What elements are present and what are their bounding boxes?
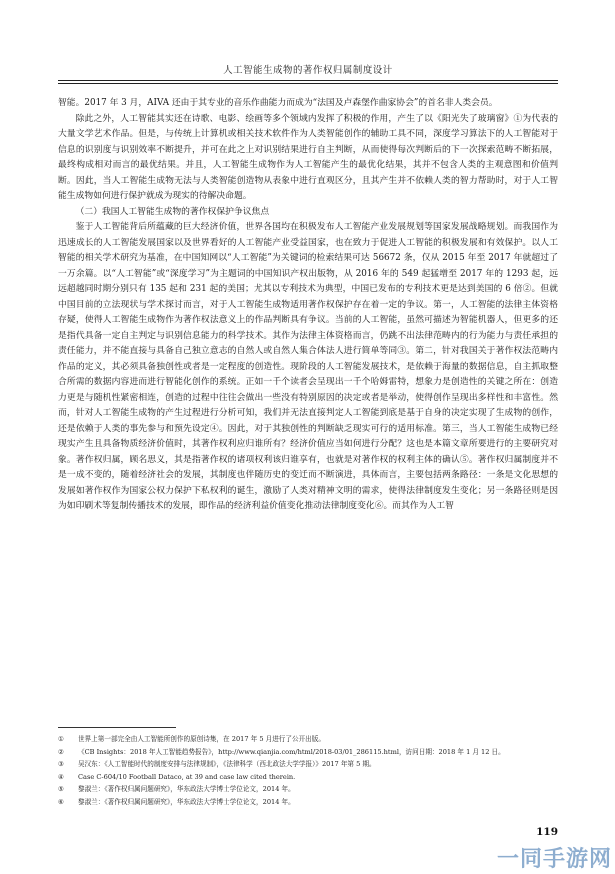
paragraph-continued: 智能。2017 年 3 月，AIVA 还由于其专业的音乐作曲能力而成为“法国及卢森堡作曲家协会”的首名非人类会员。 <box>58 98 498 108</box>
page-number: 119 <box>536 826 558 838</box>
footnote-mark: ③ <box>58 760 64 768</box>
footnote-mark: ① <box>58 735 64 743</box>
footnotes <box>58 733 558 808</box>
section-heading: （二）我国人工智能生成物的著作权保护争议焦点 <box>75 206 270 217</box>
footnote-text: 黎淑兰：《著作权归属问题研究》，华东政法大学博士学位论文，2014 年。 <box>78 785 295 793</box>
paragraph-ai-works: 除此之外，人工智能其实还在诗歌、电影、绘画等多个领域内发挥了积极的作用，产生了以《阳光失了玻璃窗》①为代表的大量文学艺术作品。但是，与传统上计算机或相关技术软件作为人类智能创作的辅助工具不同，深度学习算法下的人工智能对于信息的识别度与识别效率不断提升，并可在此之上对识别结果进行自主判断，从而使得每次判断后的下一次探索范畴不断拓展，最终构成相对而言的最优结果。并且，人工智能生成物作为人工智能产生的最优化结果，其并不包含人类的主观意图和价值判断。因此，当人工智能生成物无法与人类智能创造物从表象中进行直观区分，且其产生并不依赖人类的智力帮助时，对于人工智能生成物如何进行保护就成为现实的待解决命题。 <box>58 113 558 201</box>
footnote-text: 《CB Insights：2018 年人工智能趋势报告》，http://www.qianjia.com/html/2018-03/01_286115.html，访问日期：2018 年 1 月 12 日。 <box>78 747 505 756</box>
footnote-text: Case C-604/10 Football Dataco, at 39 and case law cited therein. <box>78 772 296 781</box>
footnote-mark: ⑥ <box>58 797 64 806</box>
footnote-3 <box>58 758 558 771</box>
main-text <box>58 96 558 515</box>
footnote-rule <box>58 727 176 728</box>
footnote-text: 黎淑兰：《著作权归属问题研究》，华东政法大学博士学位论文，2014 年。 <box>78 797 295 806</box>
footnote-5 <box>58 783 558 796</box>
footnote-6 <box>58 796 558 809</box>
header-rule <box>58 80 558 81</box>
footnote-mark: ⑤ <box>58 785 64 793</box>
footnote-2 <box>58 746 558 759</box>
site-watermark: 一同手游网 <box>496 846 612 872</box>
running-head-title: 人工智能生成物的著作权归属制度设计 <box>223 65 393 76</box>
footnote-text: 世界上第一部完全由人工智能所创作的原创诗集，在 2017 年 5 月进行了公开出版。 <box>78 735 325 743</box>
footnote-mark: ④ <box>58 772 64 781</box>
footnote-4 <box>58 771 558 784</box>
footnote-mark: ② <box>58 747 64 756</box>
paragraph-dispute: 鉴于人工智能背后所蕴藏的巨大经济价值，世界各国均在积极发布人工智能产业发展规划等国家发展战略规划。而我国作为迅速成长的人工智能发展国家以及世界看好的人工智能产业受益国家，也在致力于促进人工智能的积极发展和有效保护。以人工智能的相关学术研究为基准，在中国知网以“人工智能”为关键词的检索结果可达 56672 条，仅从 2015 年至 2017 年就超过了一万余篇。以“人工智能”或“深度学习”为主题词的中国知识产权出版物，从 2016 年的 549 起猛增至 2017 年的 1293 起，远远超越同时期分别只有 135 起和 231 起的美国；尤其以专利技术为典型，中国已发布的专利技术更是达到美国的 6 倍②。但就中国目前的立法现状与学术探讨而言，对于人工智能生成物适用著作权保护存在着一定的争议。第一，人工智能的法律主体资格存疑，使得人工智能生成物作为著作权法意义上的作品判断具有争议。当前的人工智能，虽然可描述为智能机器人，但更多的还是指代具备一定自主判定与识别信息能力的科学技术。其作为法律主体资格而言，仍跳不出法律范畴内的行为能力与责任承担的责任能力，并不能直接与具备自己独立意志的自然人或自然人集合体法人进行简单等同③。第二，针对我国关于著作权法范畴内作品的定义，其必须具备独创性或者是一定程度的创造性。现阶段的人工智能发展技术，是依赖于海量的数据信息，自主抓取整合所需的数据内容进而进行智能化创作的系统。正如一千个读者会呈现出一千个哈姆雷特，想象力是创造性的关键之所在：创造力更是与随机性紧密相连，创造的过程中往往会做出一些没有特别原因的决定或者是举动，使得创作呈现出多样性和丰富性。然而，针对人工智能生成物的产生过程进行分析可知，我们并无法直接判定人工智能到底是基于自身的决定实现了生成物的创作，还是依赖于人类的事先参与和预先设定④。因此，对于其独创性的判断缺乏现实可行的适用标准。第三，当人工智能生成物已经现实产生且具备物质经济价值时，其著作权利应归谁所有？经济价值应当如何进行分配？这也是本篇文章所要进行的主要研究对象。著作权归属，顾名思义，其是指著作权的诸项权利该归谁享有，也就是对著作权的权利主体的确认⑤。著作权归属制度并不是一成不变的，随着经济社会的发展，其制度也伴随历史的变迁而不断演进，具体而言，主要包括两条路径：一条是文化思想的发展如著作权作为国家公权力保护下私权利的诞生，激励了人类对精神文明的需求，使得法律制度发生变化；另一条路径则是因为如印刷术等复制传播技术的发展，即作品的经济利益价值变化推动法律制度变化⑥。而其作为人工智 <box>58 222 558 511</box>
footnote-1 <box>58 733 558 746</box>
header-rule-thin <box>58 83 558 84</box>
footnote-text: 吴汉东：《人工智能时代的制度安排与法律规制》，《法律科学（西北政法大学学报）》2017 年第 5 期。 <box>78 760 376 768</box>
